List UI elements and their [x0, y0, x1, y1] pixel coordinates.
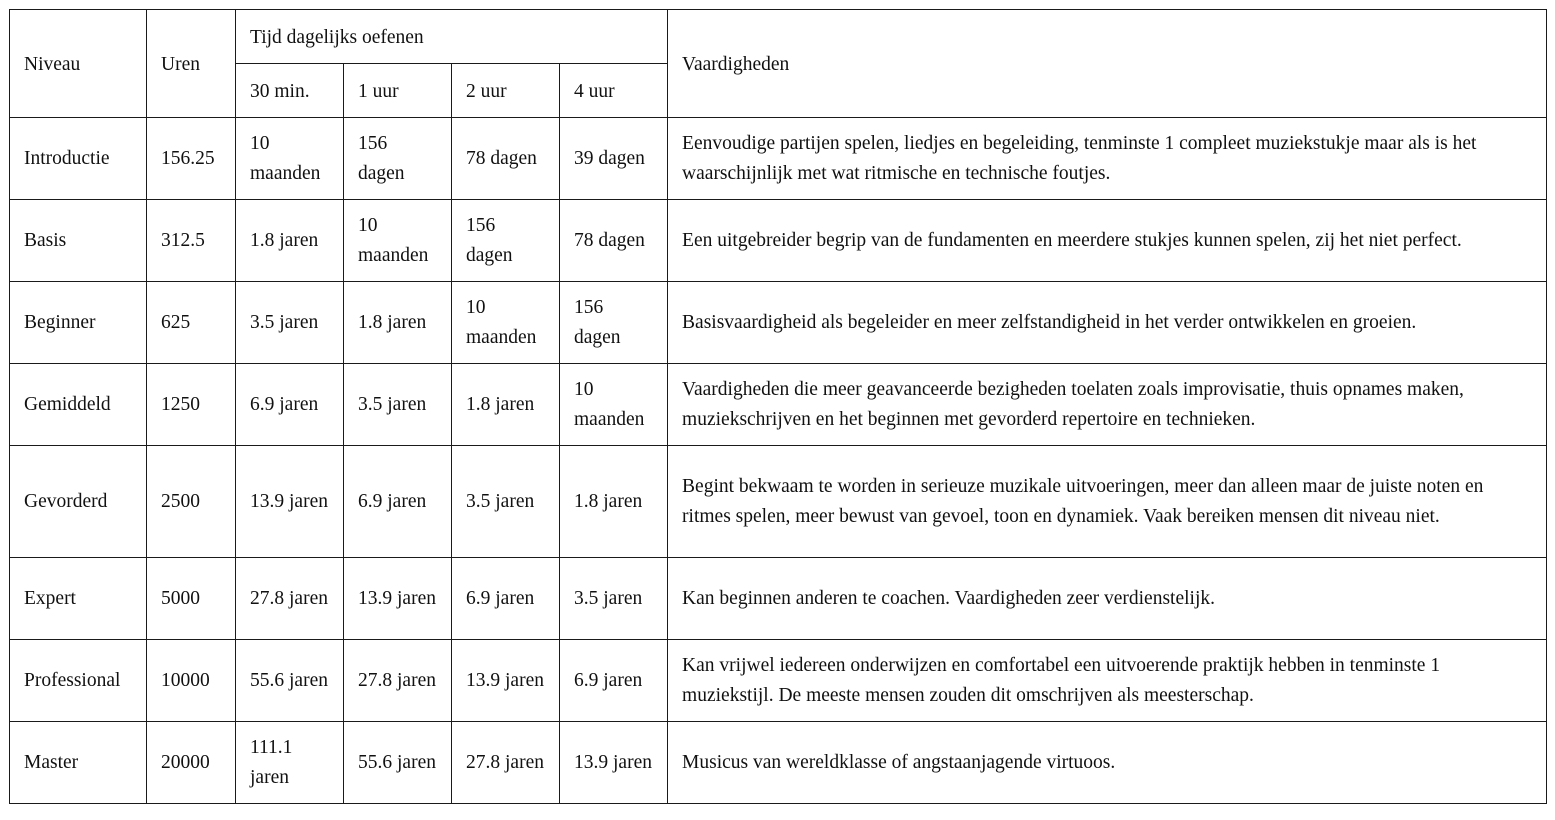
header-skills: Vaardigheden [668, 10, 1547, 118]
hours-cell: 10000 [147, 640, 236, 722]
level-cell: Professional [10, 640, 147, 722]
table-body [10, 118, 1547, 804]
time-cell: 10 maanden [236, 118, 344, 200]
time-cell: 1.8 jaren [344, 282, 452, 364]
time-cell: 3.5 jaren [236, 282, 344, 364]
time-cell: 6.9 jaren [452, 558, 560, 640]
level-cell: Master [10, 722, 147, 804]
practice-levels-table [9, 9, 1547, 804]
hours-cell: 625 [147, 282, 236, 364]
header-duration: 1 uur [344, 64, 452, 118]
hours-cell: 1250 [147, 364, 236, 446]
time-cell: 3.5 jaren [452, 446, 560, 558]
table-row [10, 282, 1547, 364]
time-cell: 10 maanden [452, 282, 560, 364]
time-cell: 13.9 jaren [560, 722, 668, 804]
skills-cell: Basisvaardigheid als begeleider en meer zelfstandigheid in het verder ontwikkelen en groeien. [668, 282, 1547, 364]
table-row [10, 200, 1547, 282]
header-hours: Uren [147, 10, 236, 118]
header-duration: 30 min. [236, 64, 344, 118]
table-row [10, 364, 1547, 446]
time-cell: 3.5 jaren [560, 558, 668, 640]
header-daily-practice: Tijd dagelijks oefenen [236, 10, 668, 64]
time-cell: 55.6 jaren [344, 722, 452, 804]
level-cell: Beginner [10, 282, 147, 364]
time-cell: 111.1 jaren [236, 722, 344, 804]
table-row [10, 446, 1547, 558]
level-cell: Gemiddeld [10, 364, 147, 446]
header-duration: 2 uur [452, 64, 560, 118]
skills-cell: Vaardigheden die meer geavanceerde bezigheden toelaten zoals improvisatie, thuis opnames maken, muziekschrijven en het beginnen met gevorderd repertoire en technieken. [668, 364, 1547, 446]
time-cell: 156 dagen [452, 200, 560, 282]
skills-cell: Eenvoudige partijen spelen, liedjes en begeleiding, tenminste 1 compleet muziekstukje maar als is het waarschijnlijk met wat ritmische en technische foutjes. [668, 118, 1547, 200]
time-cell: 39 dagen [560, 118, 668, 200]
hours-cell: 312.5 [147, 200, 236, 282]
skills-cell: Kan vrijwel iedereen onderwijzen en comfortabel een uitvoerende praktijk hebben in tenminste 1 muziekstijl. De meeste mensen zouden dit omschrijven als meesterschap. [668, 640, 1547, 722]
time-cell: 27.8 jaren [344, 640, 452, 722]
level-cell: Basis [10, 200, 147, 282]
time-cell: 10 maanden [344, 200, 452, 282]
skills-cell: Een uitgebreider begrip van de fundamenten en meerdere stukjes kunnen spelen, zij het niet perfect. [668, 200, 1547, 282]
hours-cell: 20000 [147, 722, 236, 804]
table-row [10, 558, 1547, 640]
hours-cell: 156.25 [147, 118, 236, 200]
time-cell: 156 dagen [560, 282, 668, 364]
skills-cell: Begint bekwaam te worden in serieuze muzikale uitvoeringen, meer dan alleen maar de juiste noten en ritmes spelen, meer bewust van gevoel, toon en dynamiek. Vaak bereiken mensen dit niveau niet. [668, 446, 1547, 558]
time-cell: 78 dagen [452, 118, 560, 200]
time-cell: 27.8 jaren [452, 722, 560, 804]
time-cell: 13.9 jaren [344, 558, 452, 640]
time-cell: 10 maanden [560, 364, 668, 446]
time-cell: 13.9 jaren [236, 446, 344, 558]
hours-cell: 5000 [147, 558, 236, 640]
table-row [10, 640, 1547, 722]
header-row [10, 10, 1547, 64]
skills-cell: Kan beginnen anderen te coachen. Vaardigheden zeer verdienstelijk. [668, 558, 1547, 640]
level-cell: Introductie [10, 118, 147, 200]
time-cell: 3.5 jaren [344, 364, 452, 446]
time-cell: 1.8 jaren [560, 446, 668, 558]
level-cell: Expert [10, 558, 147, 640]
time-cell: 6.9 jaren [560, 640, 668, 722]
time-cell: 6.9 jaren [236, 364, 344, 446]
header-level: Niveau [10, 10, 147, 118]
skills-cell: Musicus van wereldklasse of angstaanjagende virtuoos. [668, 722, 1547, 804]
time-cell: 27.8 jaren [236, 558, 344, 640]
level-cell: Gevorderd [10, 446, 147, 558]
time-cell: 6.9 jaren [344, 446, 452, 558]
table-row [10, 118, 1547, 200]
time-cell: 78 dagen [560, 200, 668, 282]
time-cell: 13.9 jaren [452, 640, 560, 722]
header-duration: 4 uur [560, 64, 668, 118]
time-cell: 156 dagen [344, 118, 452, 200]
time-cell: 55.6 jaren [236, 640, 344, 722]
hours-cell: 2500 [147, 446, 236, 558]
time-cell: 1.8 jaren [236, 200, 344, 282]
time-cell: 1.8 jaren [452, 364, 560, 446]
table-row [10, 722, 1547, 804]
table-header [10, 10, 1547, 118]
